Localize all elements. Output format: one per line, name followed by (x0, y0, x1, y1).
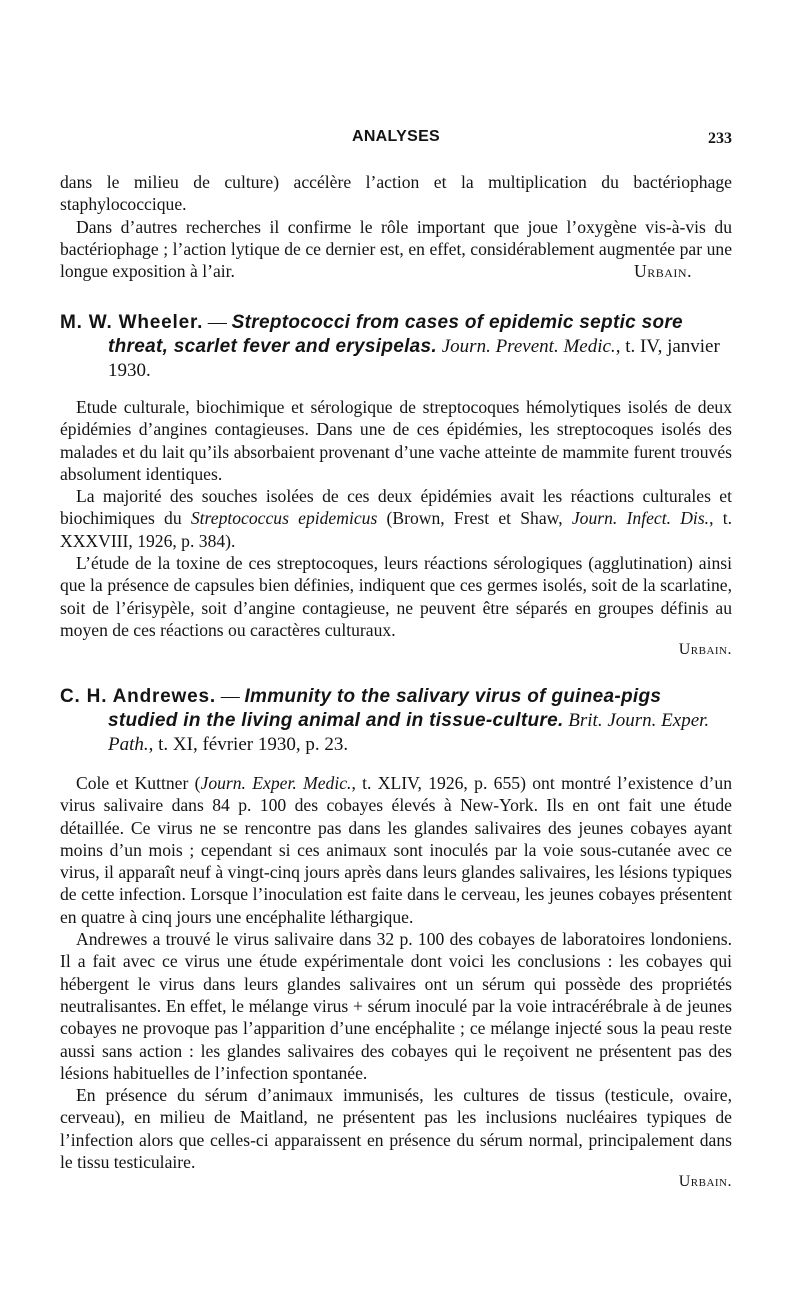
article-wheeler (60, 311, 732, 382)
running-head (60, 128, 732, 152)
article-wheeler-body (60, 396, 732, 659)
article-andrewes-paragraph-1-text-a: Cole et Kuttner ( (76, 773, 201, 793)
article-andrewes-dash: — (215, 686, 245, 707)
article-wheeler-paragraph-1: Etude culturale, biochimique et sérologique de streptocoques hémolytiques isolés de deux épidémies d’angines contagieuses. Dans une de ces épidémies, les streptocoques isolés des malades et du lait qu’ils absorbaient provenant d’une vache atteinte de mammite furent trouvés absolument identiques. (60, 397, 732, 484)
article-wheeler-species: Streptococcus epidemicus (190, 508, 378, 529)
article-andrewes-paragraph-1 (60, 772, 732, 928)
article-andrewes-paragraph-2: Andrewes a trouvé le virus salivaire dans 32 p. 100 des cobayes de laboratoires londoniens. Il a fait avec ce virus une étude expérimentale dont voici les conclusions : les cobayes qui hébergent le virus dans leurs glandes salivaires ont un sérum qui possède des propriétés neutralisantes. En effet, le mélange virus + sérum inoculé par la voie intracérébrale à de jeunes cobayes ne provoque pas l’apparition d’une encéphalite ; ce mélange injecté sous la peau reste aussi sans action : les glandes salivaires des cobayes qui le reçoivent ne présentent pas des lésions habituelles de l’infection spontanée. (60, 929, 732, 1083)
article-andrewes-signature: Urbain. (678, 1173, 732, 1191)
running-title: ANALYSES (351, 128, 441, 145)
article-andrewes-body (60, 772, 732, 1191)
intro-paragraph-2-text: Dans d’autres recherches il confirme le rôle important que joue l’oxygène vis-à-vis du bactériophage ; l’action lytique de ce dernier est, en effet, considérablement augmentée par une longue exposition à l’air. (60, 216, 732, 282)
page-number: 233 (708, 130, 732, 147)
article-andrewes (60, 685, 732, 756)
intro-paragraph-1: dans le milieu de culture) accélère l’action et la multiplication du bactériophage staphylococcique. (60, 172, 732, 215)
article-wheeler-paragraph-2 (60, 485, 732, 552)
article-andrewes-citation: , t. XI, février 1930, p. 23. (148, 733, 349, 755)
article-wheeler-reference-journal: Journ. Infect. Dis. (571, 508, 710, 529)
article-wheeler-paragraph-2-text-b: (Brown, Frest et Shaw, (377, 508, 572, 529)
article-andrewes-title: Immunity to the salivary virus of guinea-pigs studied in the living animal and in tissue-culture. (108, 686, 662, 731)
article-wheeler-journal: Journ. Prevent. Medic. (441, 335, 616, 357)
article-andrewes-journal: Brit. Journ. Exper. Path. (108, 709, 710, 755)
article-wheeler-title: Streptococci from cases of epidemic septic sore threat, scarlet fever and erysipelas. (108, 312, 683, 357)
article-andrewes-reference-journal: Journ. Exper. Medic. (200, 773, 352, 793)
article-wheeler-author: M. W. Wheeler. (60, 312, 204, 333)
article-wheeler-dash: — (203, 312, 232, 333)
article-wheeler-paragraph-2-text-c: , t. XXXVIII, 1926, p. 384). (60, 508, 732, 551)
article-wheeler-paragraph-2-text-a: La majorité des souches isolées de ces deux épidémies avait les réactions culturales et biochimiques du (60, 486, 732, 529)
intro-paragraph-2 (60, 216, 732, 283)
article-andrewes-paragraph-1-text-b: , t. XLIV, 1926, p. 655) ont montré l’existence d’un virus salivaire dans 84 p. 100 des cobayes élevés à New-York. Ils en ont fait une étude détaillée. Ce virus ne se rencontre pas dans les glandes salivaires des jeunes cobayes ayant moins d’un mois ; cependant si ces animaux sont inoculés par la voie sous-cutanée avec ce virus, il apparaît neuf à vingt-cinq jours après dans leurs glandes salivaires, les lésions typiques de cette infection. Lorsque l’inoculation est faite dans le cerveau, les jeunes cobayes présentent en quatre à cinq jours une encéphalite léthargique. (60, 773, 732, 927)
intro-signature: Urbain. (634, 261, 692, 282)
article-wheeler-heading (60, 311, 732, 382)
article-wheeler-citation: , t. IV, janvier 1930. (108, 335, 720, 381)
intro-section (60, 171, 732, 282)
article-wheeler-signature: Urbain. (678, 641, 732, 659)
article-andrewes-heading (60, 685, 732, 756)
article-andrewes-author: C. H. Andrewes. (60, 686, 216, 707)
article-andrewes-paragraph-3: En présence du sérum d’animaux immunisés, les cultures de tissus (testicule, ovaire, cerveau), en milieu de Maitland, ne présentent pas les inclusions nucléaires typiques de l’infection alors que celles-ci apparaissent en présence du sérum normal, principalement dans le tissu testiculaire. (60, 1085, 732, 1173)
article-wheeler-paragraph-3: L’étude de la toxine de ces streptocoques, leurs réactions sérologiques (agglutination) ainsi que la présence de capsules bien définies, indiquent que ces germes isolés, soit de la scarlatine, soit de l’érisypèle, soit d’angine contagieuse, ne peuvent être séparés en groupes définis au moyen de ces réactions ou caractères culturaux. (60, 553, 732, 640)
